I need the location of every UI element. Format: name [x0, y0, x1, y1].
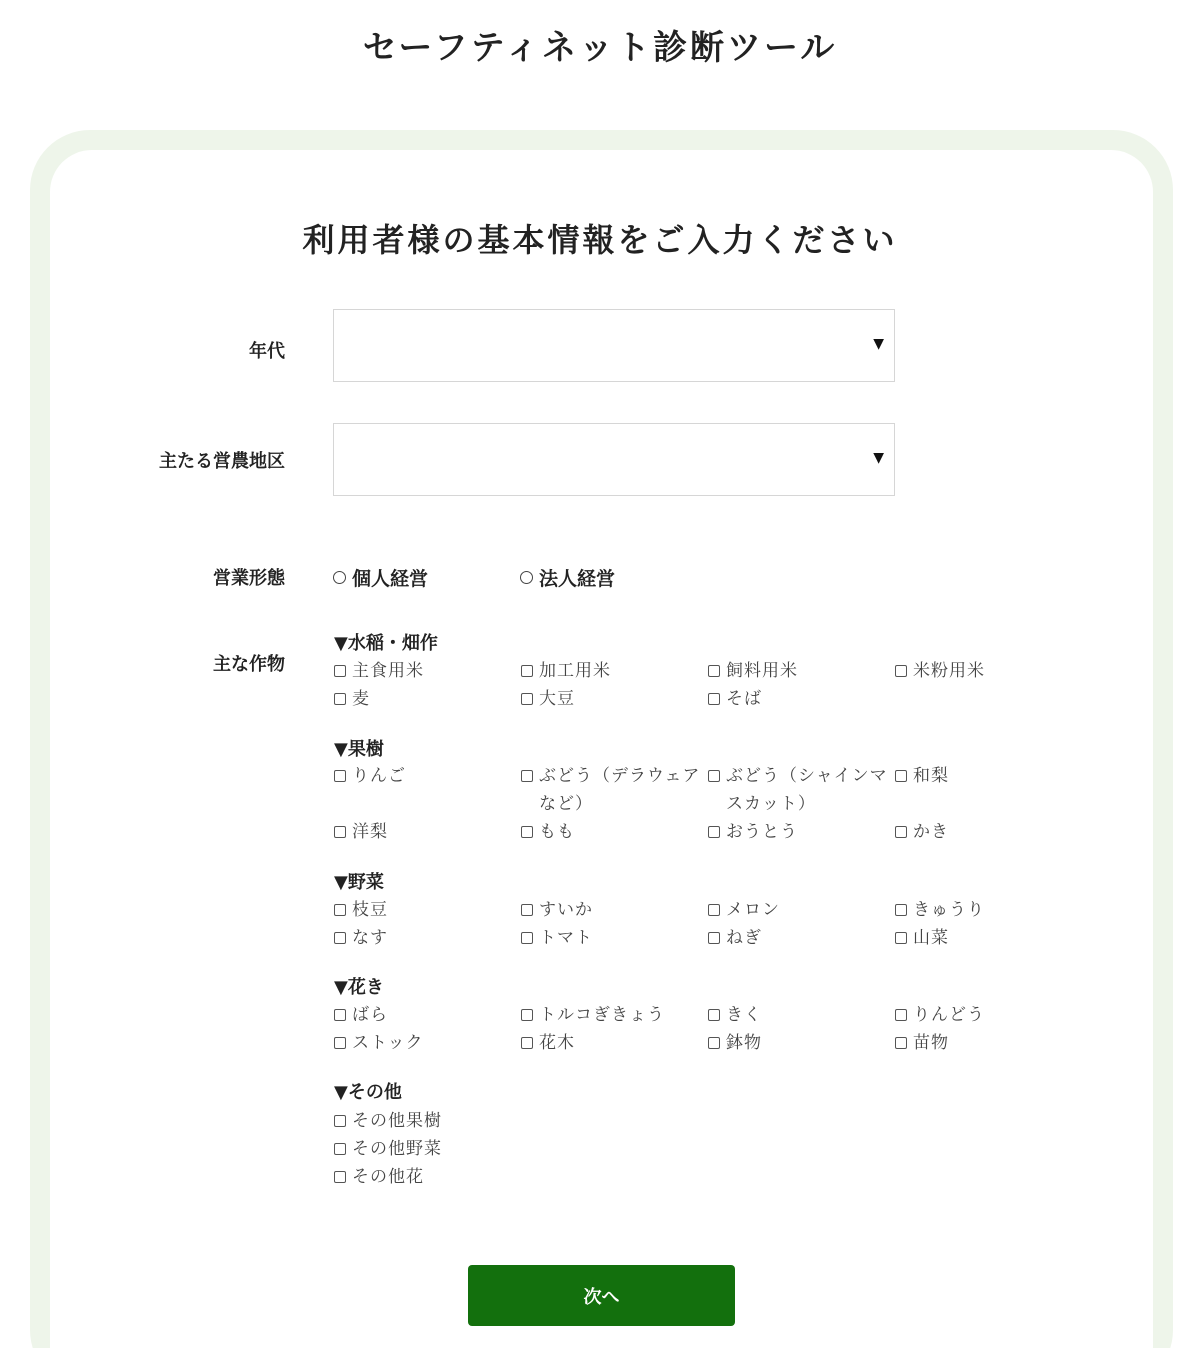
- dropdown-arrow-icon: ▼: [873, 336, 884, 352]
- crop-checkbox[interactable]: その他果樹: [334, 1107, 520, 1135]
- crop-checkbox[interactable]: すいか: [521, 896, 707, 924]
- crop-group-title: ▼その他: [334, 1082, 402, 1103]
- checkbox-icon[interactable]: [521, 693, 533, 705]
- age-select[interactable]: [333, 309, 895, 382]
- crop-group-title: ▼果樹: [334, 739, 384, 760]
- crop-group-title: ▼水稲・畑作: [334, 633, 438, 654]
- checkbox-icon[interactable]: [895, 932, 907, 944]
- checkbox-icon[interactable]: [334, 770, 346, 782]
- age-label: 年代: [249, 341, 285, 362]
- region-select[interactable]: [333, 423, 895, 496]
- form-heading: 利用者様の基本情報をご入力ください: [302, 221, 898, 259]
- checkbox-icon[interactable]: [708, 1037, 720, 1049]
- crop-checkbox[interactable]: その他野菜: [334, 1135, 520, 1163]
- checkbox-icon[interactable]: [334, 1009, 346, 1021]
- checkbox-icon[interactable]: [521, 826, 533, 838]
- checkbox-icon[interactable]: [334, 1037, 346, 1049]
- crop-checkbox[interactable]: 主食用米: [334, 657, 520, 685]
- crop-checkbox[interactable]: きく: [708, 1001, 894, 1029]
- crop-checkbox[interactable]: トマト: [521, 924, 707, 952]
- checkbox-icon[interactable]: [334, 826, 346, 838]
- region-label: 主たる営農地区: [159, 451, 285, 472]
- crop-checkbox[interactable]: 洋梨: [334, 818, 520, 846]
- checkbox-icon[interactable]: [521, 1037, 533, 1049]
- crop-checkbox[interactable]: ねぎ: [708, 924, 894, 952]
- checkbox-icon[interactable]: [895, 770, 907, 782]
- crop-checkbox[interactable]: 和梨: [895, 762, 1081, 790]
- business-type-label: 営業形態: [213, 568, 285, 589]
- checkbox-icon[interactable]: [334, 932, 346, 944]
- radio-circle-icon[interactable]: [333, 571, 346, 584]
- crop-checkbox[interactable]: ばら: [334, 1001, 520, 1029]
- radio-individual[interactable]: [333, 564, 428, 591]
- checkbox-icon[interactable]: [521, 770, 533, 782]
- crop-checkbox[interactable]: その他花: [334, 1163, 520, 1191]
- checkbox-icon[interactable]: [521, 932, 533, 944]
- crop-checkbox[interactable]: かき: [895, 818, 1081, 846]
- checkbox-icon[interactable]: [521, 665, 533, 677]
- checkbox-icon[interactable]: [334, 1171, 346, 1183]
- crop-checkbox[interactable]: 大豆: [521, 685, 707, 713]
- crop-group-title: ▼花き: [334, 977, 384, 998]
- checkbox-icon[interactable]: [334, 1143, 346, 1155]
- crop-checkbox[interactable]: 苗物: [895, 1029, 1081, 1057]
- app-title: セーフティネット診断ツール: [362, 28, 838, 68]
- checkbox-icon[interactable]: [708, 665, 720, 677]
- dropdown-arrow-icon: ▼: [873, 450, 884, 466]
- checkbox-icon[interactable]: [334, 665, 346, 677]
- crop-group-title: ▼野菜: [334, 872, 384, 893]
- checkbox-icon[interactable]: [708, 693, 720, 705]
- radio-individual-label: 個人経営: [352, 568, 429, 590]
- checkbox-icon[interactable]: [708, 1009, 720, 1021]
- crop-checkbox[interactable]: なす: [334, 924, 520, 952]
- crop-checkbox[interactable]: メロン: [708, 896, 894, 924]
- checkbox-icon[interactable]: [895, 1009, 907, 1021]
- crop-checkbox[interactable]: 鉢物: [708, 1029, 894, 1057]
- crop-checkbox[interactable]: そば: [708, 685, 894, 713]
- crop-checkbox[interactable]: 加工用米: [521, 657, 707, 685]
- radio-corporate[interactable]: [520, 564, 615, 591]
- crop-checkbox[interactable]: 山菜: [895, 924, 1081, 952]
- crop-checkbox[interactable]: ぶどう（シャインマスカット）: [708, 762, 896, 818]
- crop-checkbox[interactable]: ぶどう（デラウェアなど）: [521, 762, 709, 818]
- crop-checkbox[interactable]: 枝豆: [334, 896, 520, 924]
- checkbox-icon[interactable]: [895, 826, 907, 838]
- checkbox-icon[interactable]: [895, 1037, 907, 1049]
- crop-checkbox[interactable]: ストック: [334, 1029, 520, 1057]
- checkbox-icon[interactable]: [895, 665, 907, 677]
- crop-checkbox[interactable]: 花木: [521, 1029, 707, 1057]
- crop-checkbox[interactable]: おうとう: [708, 818, 894, 846]
- checkbox-icon[interactable]: [334, 1115, 346, 1127]
- checkbox-icon[interactable]: [521, 904, 533, 916]
- crop-checkbox[interactable]: りんどう: [895, 1001, 1081, 1029]
- checkbox-icon[interactable]: [334, 693, 346, 705]
- crops-label: 主な作物: [213, 654, 285, 675]
- radio-corporate-label: 法人経営: [539, 568, 616, 590]
- checkbox-icon[interactable]: [708, 770, 720, 782]
- checkbox-icon[interactable]: [708, 932, 720, 944]
- crop-checkbox[interactable]: りんご: [334, 762, 520, 790]
- crop-checkbox[interactable]: 飼料用米: [708, 657, 894, 685]
- next-button[interactable]: 次へ: [468, 1265, 735, 1326]
- crop-checkbox[interactable]: 米粉用米: [895, 657, 1081, 685]
- crop-checkbox[interactable]: きゅうり: [895, 896, 1081, 924]
- crop-checkbox[interactable]: トルコぎきょう: [521, 1001, 707, 1029]
- checkbox-icon[interactable]: [895, 904, 907, 916]
- checkbox-icon[interactable]: [708, 904, 720, 916]
- checkbox-icon[interactable]: [521, 1009, 533, 1021]
- checkbox-icon[interactable]: [334, 904, 346, 916]
- radio-circle-icon[interactable]: [520, 571, 533, 584]
- crop-checkbox[interactable]: もも: [521, 818, 707, 846]
- checkbox-icon[interactable]: [708, 826, 720, 838]
- crop-checkbox[interactable]: 麦: [334, 685, 520, 713]
